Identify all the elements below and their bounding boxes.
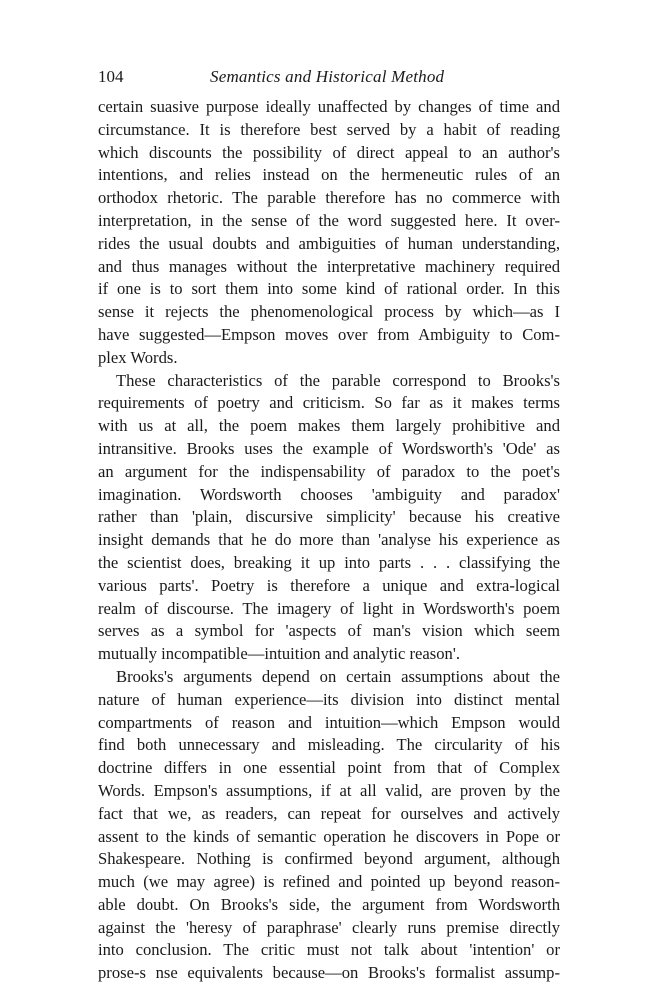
text-line: intransitive. Brooks uses the example of Wordsworth's 'Ode' as (98, 438, 560, 458)
text-line: certain suasive purpose ideally unaffected by changes of time and (98, 97, 560, 116)
page-number: 104 (98, 67, 124, 86)
text-line: Shakespeare. Nothing is confirmed beyond argument, although (98, 849, 560, 869)
text-line: These characteristics of the parable correspond to Brooks's (116, 370, 560, 390)
text-line: Brooks's arguments depend on certain assumptions about the (116, 666, 560, 686)
text-line: insight demands that he do more than 'analyse his experience as (98, 530, 560, 550)
text-line: orthodox rhetoric. The parable therefore has no commerce with (98, 188, 560, 208)
page-header (98, 64, 560, 90)
text-line: the scientist does, breaking it up into parts . . . classifying the (98, 552, 560, 572)
paragraph-2 (98, 370, 560, 666)
text-line: fact that we, as readers, can repeat for ourselves and actively (98, 803, 560, 823)
text-line: various parts'. Poetry is therefore a unique and extra-logical (98, 575, 560, 595)
text-line: prose-s nse equivalents because—on Brooks's formalist assump- (98, 963, 560, 983)
running-head: Semantics and Historical Method (210, 67, 445, 86)
text-line: and thus manages without the interpretative machinery required (98, 256, 560, 276)
text-line: realm of discourse. The imagery of light in Wordsworth's poem (98, 598, 560, 618)
text-line: doctrine differs in one essential point from that of Complex (98, 758, 560, 778)
body-text (98, 96, 560, 985)
text-line: rides the usual doubts and ambiguities of human understanding, (98, 233, 560, 253)
text-line: an argument for the indispensability of paradox to the poet's (98, 461, 560, 481)
text-line: rather than 'plain, discursive simplicity' because his creative (98, 507, 560, 527)
text-line: able doubt. On Brooks's side, the argument from Wordsworth (98, 894, 560, 914)
paragraph-3 (98, 666, 560, 985)
text-line: sense it rejects the phenomenological process by which—as I (98, 302, 560, 322)
text-line: interpretation, in the sense of the word suggested here. It over- (98, 210, 560, 230)
text-line: circumstance. It is therefore best served by a habit of reading (98, 119, 560, 139)
text-line: much (we may agree) is refined and pointed up beyond reason- (98, 872, 560, 892)
text-line: requirements of poetry and criticism. So far as it makes terms (98, 393, 560, 413)
text-line: mutually incompatible—intuition and analytic reason'. (98, 644, 460, 664)
text-line: find both unnecessary and misleading. The circularity of his (98, 735, 560, 755)
text-line: with us at all, the poem makes them largely prohibitive and (98, 416, 560, 436)
text-line: into conclusion. The critic must not talk about 'intention' or (98, 940, 560, 960)
text-line: have suggested—Empson moves over from Ambiguity to Com- (98, 324, 560, 344)
text-line: intentions, and relies instead on the hermeneutic rules of an (98, 165, 560, 185)
text-line: which discounts the possibility of direct appeal to an author's (98, 142, 560, 162)
paragraph-1 (98, 96, 560, 370)
text-line: Words. Empson's assumptions, if at all valid, are proven by the (98, 780, 560, 800)
text-line: nature of human experience—its division into distinct mental (98, 689, 560, 709)
text-line: if one is to sort them into some kind of rational order. In this (98, 279, 560, 299)
text-line: plex Words. (98, 347, 178, 367)
text-line: compartments of reason and intuition—which Empson would (98, 712, 560, 732)
text-line: against the 'heresy of paraphrase' clearly runs premise directly (98, 917, 560, 937)
text-line: serves as a symbol for 'aspects of man's vision which seem (98, 621, 560, 641)
text-line: assent to the kinds of semantic operation he discovers in Pope or (98, 826, 560, 846)
text-line: imagination. Wordsworth chooses 'ambiguity and paradox' (98, 484, 560, 504)
